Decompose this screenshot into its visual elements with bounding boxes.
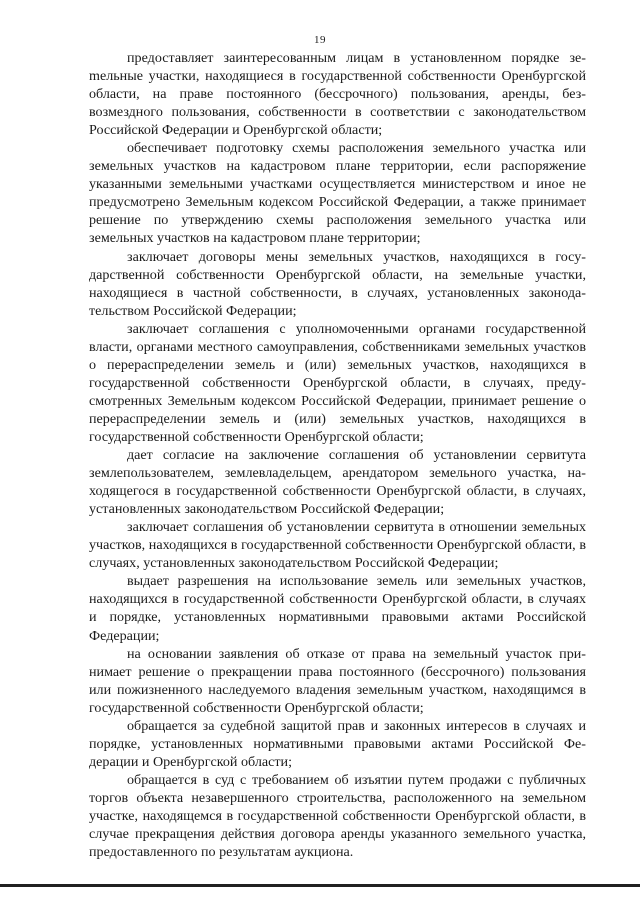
- paragraph: дает согласие на заключение соглашения об установлении сервитута землепользователем, землевладельцем, арендатором земельного участка, находящегося в государственной собственности Оренбургской области, в случаях, установленных законодательством Российской Федерации;: [89, 447, 586, 518]
- paragraph: заключает соглашения об установлении сервитута в отношении земельных участков, находящихся в государственной собственности Оренбургской области, в случаях, установленных законодательством Российской Федерации;: [89, 519, 586, 572]
- paragraph: обращается за судебной защитой прав и законных интересов в случаях и порядке, установленных нормативными правовыми актами Российской Федерации и Оренбургской области;: [89, 717, 586, 770]
- paragraph: заключает договоры мены земельных участков, находящихся в государственной собственности Оренбургской области, на земельные участки, находящиеся в частной собственности, в случаях, установленных законодательством Российской Федерации;: [89, 248, 586, 319]
- paragraph: обращается в суд с требованием об изъятии путем продажи с публичных торгов объекта незавершенного строительства, расположенного на земельном участке, находящемся в государственной собственности Оренбургской области, в случае прекращения действия договора аренды указанного земельного участка, предоставленного по результатам аукциона.: [89, 771, 586, 861]
- paragraph: обеспечивает подготовку схемы расположения земельного участка или земельных участков на кадастровом плане территории, если распоряжение указанными земельными участками осуществляется министерством и иное не предусмотрено Земельным кодексом Российской Федерации, а также принимает решение по утверждению схемы расположения земельного участка или земельных участков на кадастровом плане территории;: [89, 140, 586, 247]
- paragraph: на основании заявления об отказе от права на земельный участок принимает решение о прекращении права постоянного (бессрочного) пользования или пожизненного наследуемого владения земельным участком, находящимся в государственной собственности Оренбургской области;: [89, 645, 586, 716]
- paragraph: предоставляет заинтересованным лицам в установленном порядке зеmельные участки, находящиеся в государственной собственности Оренбургской области, на праве постоянного (бессрочного) пользования, аренды, безвозмездного пользования, собственности в соответствии с законодательством Российской Федерации и Оренбургской области;: [89, 50, 586, 139]
- document-body: [89, 49, 586, 861]
- page-number: 19: [314, 34, 326, 46]
- paragraph: заключает соглашения с уполномоченными органами государственной власти, органами местного самоуправления, собственниками земельных участков о перераспределении земель и (или) земельных участков, находящихся в государственной собственности Оренбургской области, в случаях, предусмотренных Земельным кодексом Российской Федерации, принимает решение о перераспределении земель и (или) земельных участков, находящихся в государственной собственности Оренбургской области;: [89, 320, 586, 445]
- bottom-rule: [0, 884, 640, 887]
- paragraph: выдает разрешения на использование земель или земельных участков, находящихся в государственной собственности Оренбургской области, в случаях и порядке, установленных нормативными правовыми актами Российской Федерации;: [89, 573, 586, 644]
